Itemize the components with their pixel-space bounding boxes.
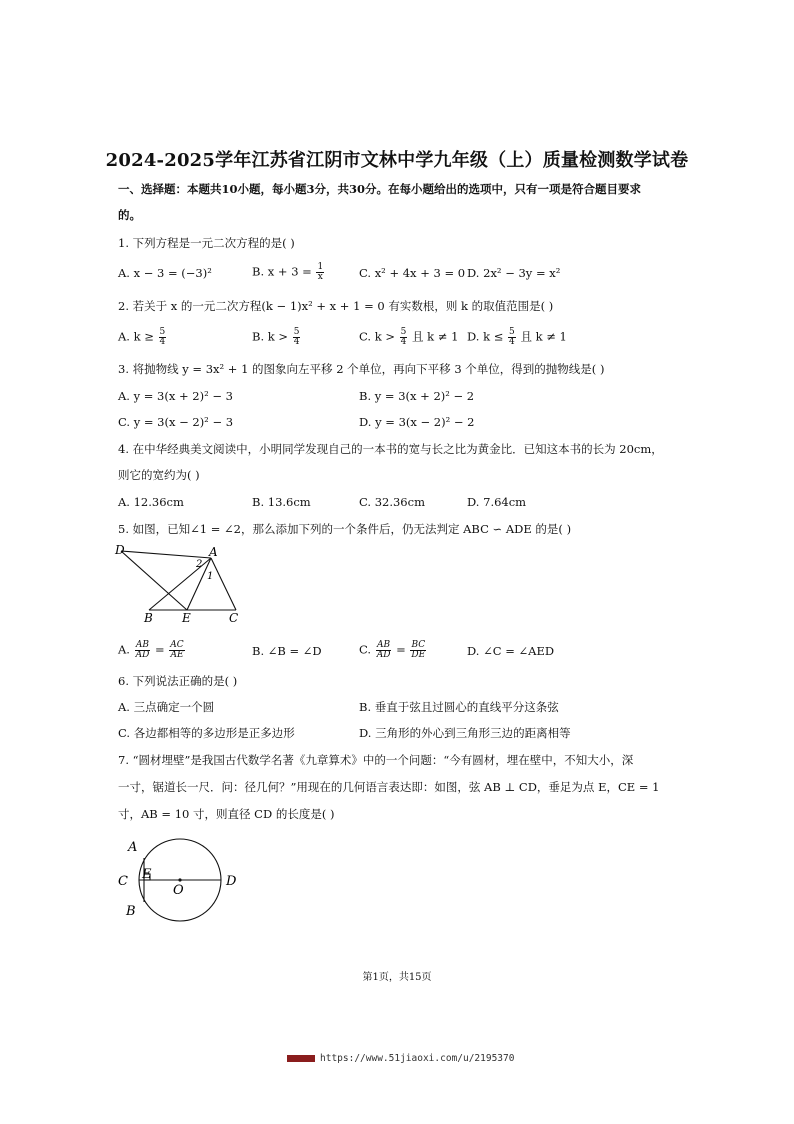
q2-option-b-fraction: [293, 328, 301, 347]
fig7-label-b: B: [126, 904, 136, 919]
q2-option-d-text: D. k ≤: [467, 329, 504, 344]
q2-option-d-fraction: [508, 328, 516, 347]
q1-option-c: C. x² + 4x + 3 = 0: [359, 266, 466, 280]
q4-stem-line2: 则它的宽约为( ): [118, 468, 200, 482]
q2-option-c: [359, 328, 458, 347]
q5-option-c-frac1: [376, 641, 392, 660]
q5-option-b: B. ∠B = ∠D: [252, 644, 322, 658]
q4-option-d: D. 7.64cm: [467, 495, 527, 509]
frac-numerator: BC: [411, 640, 426, 650]
q2-option-c-tail: 且 k ≠ 1: [412, 329, 459, 344]
q5-option-c: [359, 641, 427, 660]
frac-denominator: 4: [159, 337, 166, 347]
frac-denominator: AD: [135, 650, 150, 660]
frac-numerator: AC: [170, 640, 184, 650]
q5-option-c-label: C.: [359, 642, 372, 657]
fig5-label-d: D: [115, 543, 125, 557]
section-heading-line1: 一、选择题：本题共10小题，每小题3分，共30分。在每小题给出的选项中，只有一项是符合题目要求: [118, 182, 642, 196]
q3-option-c: C. y = 3(x − 2)² − 3: [118, 415, 234, 429]
frac-denominator: 4: [400, 337, 407, 347]
page-title: 2024-2025学年江苏省江阴市文林中学九年级（上）质量检测数学试卷: [105, 150, 689, 171]
frac-denominator: AE: [170, 650, 184, 660]
q2-option-d-tail: 且 k ≠ 1: [520, 329, 567, 344]
frac-numerator: 5: [159, 327, 166, 337]
q2-option-a-text: A. k ≥: [118, 329, 154, 344]
q1-option-b-text: B. x + 3 =: [252, 264, 312, 279]
q5-option-c-eq: =: [396, 642, 406, 657]
frac-denominator: 4: [293, 337, 300, 347]
q2-option-c-fraction: [400, 328, 408, 347]
fig7-label-e: E: [142, 867, 152, 882]
frac-numerator: 1: [317, 262, 324, 272]
q5-option-a-frac1: [135, 641, 151, 660]
q1-stem: 1. 下列方程是一元二次方程的是( ): [118, 236, 295, 250]
frac-denominator: DE: [411, 650, 426, 660]
frac-denominator: AD: [376, 650, 391, 660]
q3-option-d: D. y = 3(x − 2)² − 2: [359, 415, 475, 429]
fig5-angle-2: 2: [196, 559, 203, 570]
q2-option-d: [467, 328, 567, 347]
q2-stem: 2. 若关于 x 的一元二次方程(k − 1)x² + x + 1 = 0 有实数根，则 k 的取值范围是( ): [118, 299, 554, 313]
q3-option-a: A. y = 3(x + 2)² − 3: [118, 389, 233, 403]
q2-option-b-text: B. k >: [252, 329, 289, 344]
q3-option-b: B. y = 3(x + 2)² − 2: [359, 389, 475, 403]
fig5-label-e: E: [182, 611, 191, 625]
q5-option-a-eq: =: [155, 642, 165, 657]
page-footer: 第1页，共15页: [362, 972, 432, 983]
frac-numerator: 5: [400, 327, 407, 337]
q5-stem: 5. 如图，已知∠1 = ∠2，那么添加下列的一个条件后，仍无法判定 ABC ∽ ADE 的是( ): [118, 522, 572, 536]
q7-stem-line3: 寸，AB = 10 寸，则直径 CD 的长度是( ): [118, 807, 335, 821]
q2-option-c-text: C. k >: [359, 329, 395, 344]
q2-option-a: [118, 328, 167, 347]
q1-option-b: [252, 263, 325, 282]
q6-stem: 6. 下列说法正确的是( ): [118, 674, 238, 688]
frac-numerator: 5: [293, 327, 300, 337]
q7-stem-line2: 一寸，锯道长一尺．问：径几何？”用现在的几何语言表达即：如图，弦 AB ⊥ CD，垂足为点 E，CE = 1: [118, 780, 660, 794]
fig7-label-d: D: [226, 874, 237, 889]
q4-stem-line1: 4. 在中华经典美文阅读中，小明同学发现自己的一本书的宽与长之比为黄金比．已知这本书的长为 20cm，: [118, 442, 663, 456]
frac-numerator: AB: [377, 640, 391, 650]
q5-option-d: D. ∠C = ∠AED: [467, 644, 555, 658]
fig5-label-c: C: [229, 611, 239, 625]
fig5-angle-1: 1: [207, 571, 214, 582]
q1-option-a: A. x − 3 = (−3)²: [118, 266, 212, 280]
q2-option-b: [252, 328, 301, 347]
q3-stem: 3. 将抛物线 y = 3x² + 1 的图象向左平移 2 个单位，再向下平移 3 个单位，得到的抛物线是( ): [118, 362, 605, 376]
q4-option-c: C. 32.36cm: [359, 495, 425, 509]
q7-circle-figure: [116, 834, 250, 924]
q6-option-c: C. 各边都相等的多边形是正多边形: [118, 726, 295, 740]
q4-option-a: A. 12.36cm: [118, 495, 184, 509]
watermark-url: https://www.51jiaoxi.com/u/2195370: [320, 1053, 515, 1064]
q5-option-a-frac2: [169, 641, 184, 660]
fig7-label-c: C: [118, 874, 128, 889]
q6-option-a: A. 三点确定一个圆: [118, 700, 215, 714]
section-heading-line2: 的。: [118, 208, 141, 222]
watermark: [287, 1053, 514, 1064]
q6-option-d: D. 三角形的外心到三角形三边的距离相等: [359, 726, 571, 740]
watermark-logo-icon: [287, 1055, 315, 1062]
q5-triangle-figure: [112, 542, 252, 628]
fig7-label-a: A: [128, 840, 138, 855]
frac-numerator: 5: [509, 327, 515, 337]
frac-numerator: AB: [135, 640, 150, 650]
q1-option-b-fraction: [316, 263, 324, 282]
q5-option-a-label: A.: [118, 642, 130, 657]
q5-option-a: [118, 641, 186, 660]
q4-option-b: B. 13.6cm: [252, 495, 311, 509]
q5-option-c-frac2: [410, 641, 426, 660]
q1-option-d: D. 2x² − 3y = x²: [467, 266, 561, 280]
q7-stem-line1: 7. “圆材埋壁”是我国古代数学名著《九章算术》中的一个问题：“今有圆材，埋在壁中，不知大小，深: [118, 753, 634, 767]
fig5-label-b: B: [144, 611, 153, 625]
q2-option-a-fraction: [159, 328, 167, 347]
fig7-label-o: O: [173, 883, 184, 898]
fig5-label-a: A: [209, 545, 218, 559]
q6-option-b: B. 垂直于弦且过圆心的直线平分这条弦: [359, 700, 559, 714]
frac-denominator: 4: [509, 337, 515, 347]
frac-denominator: x: [317, 272, 323, 282]
